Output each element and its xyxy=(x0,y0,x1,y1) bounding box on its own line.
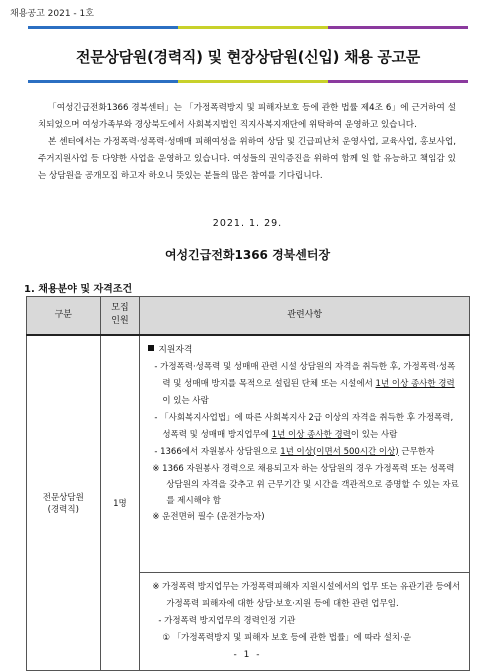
text: 이 있는 사람 xyxy=(162,395,209,406)
recruitment-table xyxy=(26,296,470,671)
text: 이 있는 사람 xyxy=(350,429,398,440)
qualification-title-text: 지원자격 xyxy=(158,344,193,355)
qualification-item-1 xyxy=(148,359,461,410)
count-cell: 1명 xyxy=(100,335,140,671)
intro-text xyxy=(38,100,456,185)
underlined-text: 1년 이상(이면서 500시간 이상) xyxy=(280,446,399,457)
experience-item-1: ① 「가정폭력방지 및 피해자 보호 등에 관한 법률」에 따라 설치·운 xyxy=(162,633,412,643)
header-count-line2: 인원 xyxy=(111,316,129,327)
section-title: 1. 채용분야 및 자격조건 xyxy=(24,284,133,295)
category-line1: 전문상담원 xyxy=(42,492,84,503)
bar-purple xyxy=(328,80,468,83)
qualification-item-2 xyxy=(148,410,461,444)
notice-number: 채용공고 2021 - 1호 xyxy=(10,9,94,19)
text: 근무한자 xyxy=(398,446,435,457)
text: - 가정폭력·성폭력 및 성매매 관련 시설 상담원의 자격을 취득한 후, 가정폭력·성폭력 및 성매매 방지를 목적으로 설립된 단체 또는 시설에서 xyxy=(154,361,456,389)
qualification-item-3 xyxy=(148,444,461,461)
bar-blue xyxy=(28,80,178,83)
notice-date: 2021. 1. 29. xyxy=(212,218,283,229)
experience-note: ※ 가정폭력 방지업무는 가정폭력피해자 지원시설에서의 업무 또는 유관기관 등에서 가정폭력 피해자에 대한 상담·보호·지원 등에 대한 관련 업무임. xyxy=(152,582,461,609)
document-title: 전문상담원(경력직) 및 현장상담원(신입) 채용 공고문 xyxy=(76,48,420,66)
text: - 1366에서 자원봉사 상담원으로 xyxy=(154,446,281,457)
qualification-note-1: ※ 1366 자원봉사 경력으로 채용되고자 하는 상담원의 경우 가정폭력 또는 성폭력 상담원의 자격을 갖추고 위 근무기간 및 시간을 객관적으로 증명할 수 있는 자료를 제시해야 함 xyxy=(152,463,459,506)
underlined-text: 1년 이상 종사한 경력 xyxy=(375,378,455,389)
bar-purple xyxy=(328,26,468,29)
square-bullet-icon xyxy=(148,345,154,351)
bar-blue xyxy=(28,26,178,29)
header-count xyxy=(100,297,140,335)
qualification-cell xyxy=(140,335,470,573)
bar-yellow xyxy=(178,80,328,83)
category-line2: (경력직) xyxy=(47,504,79,515)
text: - 「사회복지사업법」에 따른 사회복지사 2급 이상의 자격을 취득한 후 가정폭력, 성폭력 및 성매매 방지업무에 xyxy=(154,412,454,440)
qualification-note-2: ※ 운전면허 필수 (운전가능자) xyxy=(152,511,265,522)
bar-yellow xyxy=(178,26,328,29)
header-count-line1: 모집 xyxy=(111,303,129,314)
header-category: 구분 xyxy=(27,297,101,335)
intro-paragraph-1: 「여성긴급전화1366 경북센터」는 「가정폭력방지 및 피해자보호 등에 관한 법률 제4조 6」에 근거하여 설치되었으며 여성가족부와 경상북도에서 사회복지법인 직지사복지재단에 위탁하여 운영하고 있습니다. xyxy=(38,103,456,130)
page-number: - 1 - xyxy=(233,650,262,660)
experience-sub: - 가정폭력 방지업무의 경력인정 기관 xyxy=(158,616,296,626)
qualification-title xyxy=(148,342,461,355)
intro-paragraph-2: 본 센터에서는 가정폭력·성폭력·성매매 피해여성을 위하여 상담 및 긴급피난처 운영사업, 교육사업, 홍보사업, 주거지원사업 등 다양한 사업을 운영하고 있습니다. 여성들의 권익증진을 위하여 함께 일 할 유능하고 책임감 있는 상담원을 공개모집 하고자 하오니 뜻있는 분들의 많은 참여를 기다립니다. xyxy=(38,137,456,181)
organization-name: 여성긴급전화1366 경북센터장 xyxy=(164,248,331,262)
table-header-row xyxy=(27,297,470,335)
table-row xyxy=(27,335,470,573)
underlined-text: 1년 이상 종사한 경력 xyxy=(271,429,351,440)
bottom-decor-bar xyxy=(28,80,468,83)
top-decor-bar xyxy=(28,26,468,29)
category-cell xyxy=(27,335,101,671)
header-details: 관련사항 xyxy=(140,297,470,335)
